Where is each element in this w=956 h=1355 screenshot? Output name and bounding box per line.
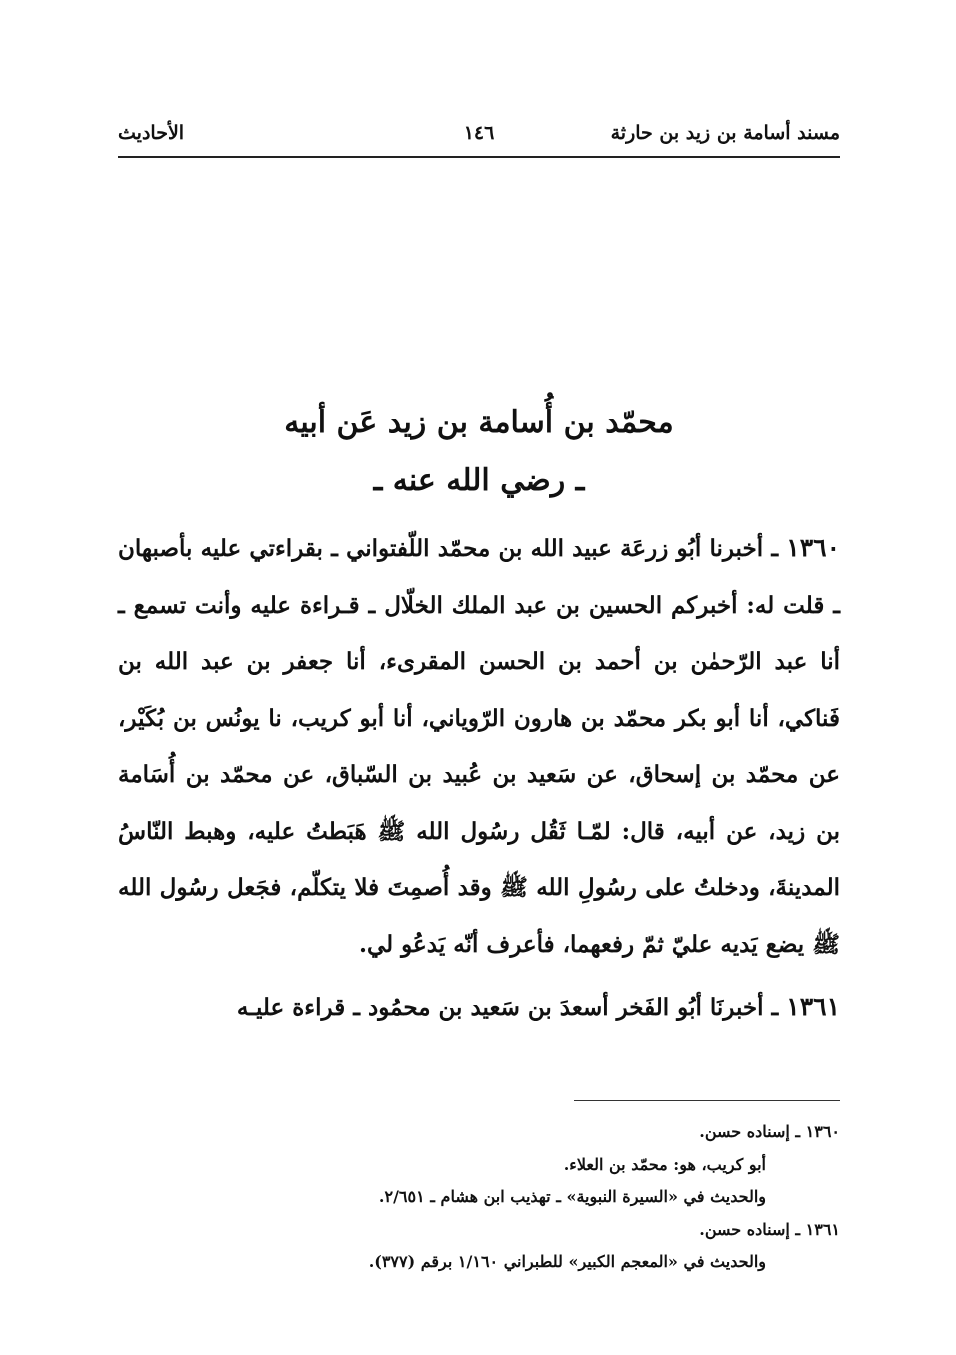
footnotes	[118, 1116, 840, 1279]
footnote-line: أبو كريب، هو: محمّد بن العلاء.	[563, 1154, 766, 1174]
section-title-line-2: ـ رضي الله عنه ـ	[373, 463, 585, 498]
hadith-text: ـ أخبرنَا أبُو الفَخر أسعدَ بن سَعيد بن محمُود ـ قراءة عليـه	[236, 994, 779, 1021]
footnote-line: ١٣٦٠ ـ إسناده حسن.	[699, 1122, 840, 1141]
header-divider	[118, 156, 840, 158]
hadith-number: ١٣٦١	[786, 992, 840, 1021]
footnote-line: والحديث في «السيرة النبوية» ـ تهذيب ابن هشام ـ ٢/٦٥١.	[378, 1187, 766, 1206]
header-section-title: الأحاديث	[118, 122, 185, 144]
hadith-paragraph	[118, 520, 840, 973]
page-number: ١٤٦	[463, 122, 495, 144]
footnote-divider	[574, 1100, 840, 1101]
footnote-line: والحديث في «المعجم الكبير» للطبراني ١/١٦٠ برقم (٣٧٧).	[368, 1252, 766, 1271]
running-header	[118, 122, 840, 156]
hadith-text: ـ أخبرنا أبُو زرعَة عبيد الله بن محمّد اللّفتواني ـ بقراءتي عليه بأصبهان ـ قلت له: أخبركم الحسين بن عبد الملك الخلّال ـ قـراءة عليه وأنت تسمع ـ أنا عبد الرّحمٰن بن أحمد بن الحسن المقرىء، أنا جعفر بن عبد الله بن فَناكي، أنا أبو بكر محمّد بن هارون الرّوياني، أنا أبو كريب، نا يونُس بن بُكَيْر، عن محمّد بن إسحاق، عن سَعيد بن عُبيد بن السّباق، عن محمّد بن أُسَامة بن زيد، عن أبيه، قال: لمّـا ثَقُل رسُول الله ﷺ هَبَطتُ عليه، وهبط النّاسُ المدينةَ، ودخلتُ على رسُولِ الله ﷺ وقد أُصمِتَ فلا يتكلّم، فجَعل رسُول الله ﷺ يضع يَديه عليّ ثمّ رفعهما، فأعرف أنّه يَدعُو لي.	[118, 535, 840, 958]
header-book-title: مسند أسامة بن زيد بن حارثة	[610, 122, 840, 144]
footnote-line: ١٣٦١ ـ إسناده حسن.	[699, 1219, 840, 1239]
section-title-line-1: محمّد بن أُسامة بن زيد عَن أبيه	[284, 405, 674, 440]
section-title	[118, 394, 840, 510]
hadith-body	[118, 520, 840, 1037]
hadith-number: ١٣٦٠	[786, 533, 840, 562]
hadith-paragraph	[118, 979, 840, 1037]
